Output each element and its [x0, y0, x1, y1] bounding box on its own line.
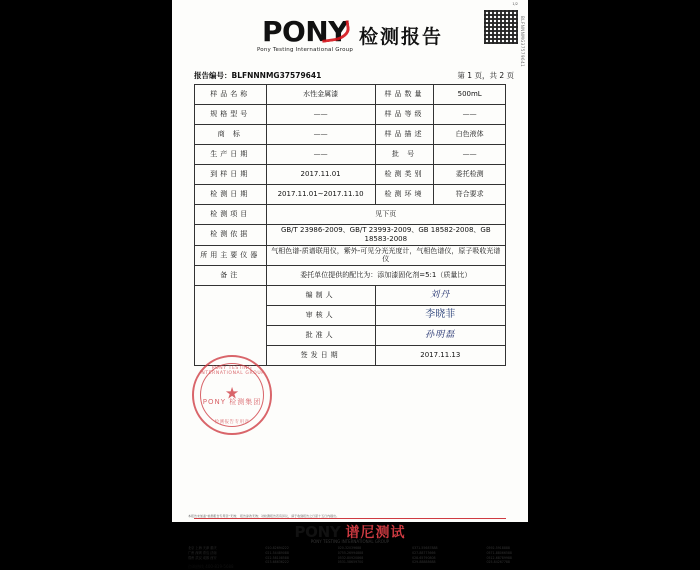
- row-label: 样品名称: [195, 85, 267, 105]
- footer-col-cities: 北京 上海 天津 重庆 广州 深圳 青岛 济南 郑州 武汉 成都 西安: [188, 546, 217, 560]
- row-value: 委托单位提供的配比为：添加漆固化剂=5:1（质量比）: [266, 266, 505, 286]
- row-label-2: 检测类别: [375, 165, 434, 185]
- footer-col-phones-1: 010-82694222 021-54489088 022-58108588 023-68636222: [265, 546, 289, 565]
- table-row: [195, 85, 506, 105]
- table-row: [195, 165, 506, 185]
- logo-text: PONY: [262, 18, 348, 46]
- row-value-2: ——: [434, 145, 506, 165]
- footer-col-phones-4: 0592-5918888 0571-88066588 0512-68789988 025-84267788: [486, 546, 512, 565]
- table-row: [195, 145, 506, 165]
- signature-label: 签发日期: [266, 346, 375, 366]
- footer-note: 本报告未加盖“检测报告专用章”无效； 报告涂改无效；对检测报告若有异议，请于收到报告之日起十五日内提出。: [188, 513, 340, 518]
- row-value-2: 委托检测: [434, 165, 506, 185]
- footer-col-phones-2: 020-32039688 0755-26994888 0532-80920868 0531-58659700: [337, 546, 364, 565]
- stamp-bottom-text: 检测报告专用章: [214, 420, 250, 425]
- stamp-top-text: PONY TESTING INTERNATIONAL GROUP: [199, 366, 265, 376]
- row-value: GB/T 23986-2009、GB/T 23993-2009、GB 18582-2008、GB 18583-2008: [266, 225, 505, 246]
- row-value: 见下页: [266, 205, 505, 225]
- row-value-2: 符合要求: [434, 185, 506, 205]
- row-label: 规格型号: [195, 105, 267, 125]
- row-label-2: 样品等级: [375, 105, 434, 125]
- row-label: 到样日期: [195, 165, 267, 185]
- stamp-inner-ring: [200, 363, 264, 427]
- table-row: [195, 185, 506, 205]
- signature-label: 编制人: [266, 286, 375, 306]
- row-label: 检测项目: [195, 205, 267, 225]
- signature-row: [195, 286, 506, 306]
- row-label: 商 标: [195, 125, 267, 145]
- footer-subtitle: PONY TESTING INTERNATIONAL GROUP: [310, 539, 390, 544]
- footer-col-phones-3: 0371-55687888 027-88773666 028-65790808 029-88888688: [412, 546, 438, 565]
- row-value: 2017.11.01: [266, 165, 375, 185]
- table-row: [195, 245, 506, 266]
- row-value: ——: [266, 145, 375, 165]
- row-label-2: 批 号: [375, 145, 434, 165]
- row-label: 备注: [195, 266, 267, 286]
- signature-value: 2017.11.13: [375, 346, 505, 366]
- row-label: 检测依据: [195, 225, 267, 246]
- signature-label: 审核人: [266, 306, 375, 326]
- row-value: 水性金属漆: [266, 85, 375, 105]
- row-label: 生产日期: [195, 145, 267, 165]
- footer-brand-en: PONY: [294, 523, 341, 541]
- stamp-middle-text: PONY 检测集团: [202, 398, 262, 406]
- star-icon: ★: [224, 383, 240, 403]
- logo-swoosh-icon: [320, 20, 351, 43]
- signature-label: 批准人: [266, 326, 375, 346]
- row-value: ——: [266, 105, 375, 125]
- row-label: 检测日期: [195, 185, 267, 205]
- page-code: 1/2: [512, 2, 518, 6]
- official-stamp: [192, 355, 272, 435]
- report-table: [194, 84, 506, 366]
- row-value-2: ——: [434, 105, 506, 125]
- row-value-2: 白色液体: [434, 125, 506, 145]
- table-row: [195, 125, 506, 145]
- signature-value: 刘丹: [375, 286, 505, 306]
- row-label-2: 样品描述: [375, 125, 434, 145]
- signature-value: 孙明磊: [375, 326, 505, 346]
- row-label: 所用主要仪器: [195, 245, 267, 266]
- report-number: 报告编号：BLFNNNMG37579641: [194, 71, 322, 80]
- table-row: [195, 266, 506, 286]
- row-label-2: 样品数量: [375, 85, 434, 105]
- footer-brand-cn: 谱尼测试: [345, 525, 406, 541]
- report-meta: [194, 70, 514, 81]
- row-label-2: 检测环境: [375, 185, 434, 205]
- side-barcode-text: BLFNNNMG37579641: [520, 16, 525, 68]
- page-title: 检测报告: [359, 26, 444, 48]
- row-value: ——: [266, 125, 375, 145]
- row-value: 气相色谱-质谱联用仪，紫外-可见分光光度计，气相色谱仪，原子吸收光谱仪: [266, 245, 505, 266]
- footer-hotline: 咨询热线 400-819-5688: [188, 564, 234, 569]
- footer-contacts: [188, 546, 512, 565]
- row-value-2: 500mL: [434, 85, 506, 105]
- table-row: [195, 205, 506, 225]
- report-header: [172, 15, 528, 53]
- footer-divider: [194, 518, 506, 519]
- row-value: 2017.11.01~2017.11.10: [266, 185, 375, 205]
- pony-logo: [256, 15, 354, 53]
- stamp-area: [195, 286, 267, 366]
- page-indicator: 第 1 页，共 2 页: [457, 71, 514, 80]
- report-page: [172, 0, 528, 569]
- table-row: [195, 105, 506, 125]
- logo-subtitle: Pony Testing International Group: [256, 47, 354, 53]
- table-row: [195, 225, 506, 246]
- signature-value: 李晓菲: [375, 306, 505, 326]
